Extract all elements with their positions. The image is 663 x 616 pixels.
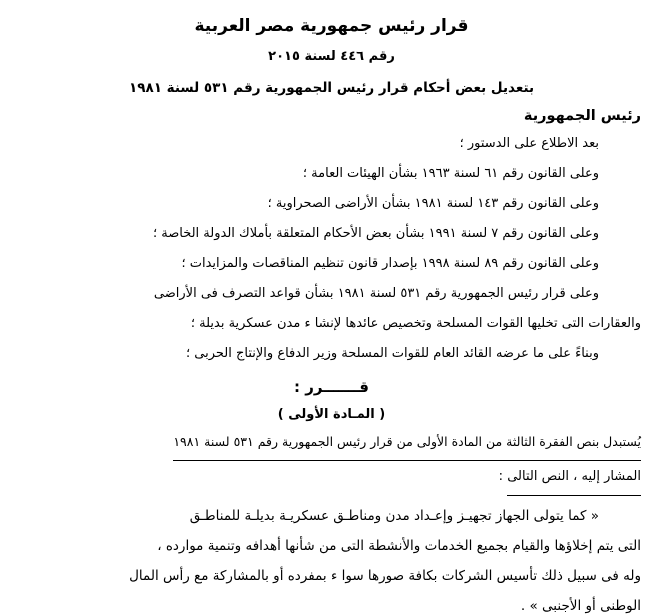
- amendment-intro-underlined-text: يُستبدل بنص الفقرة الثالثة من المادة الأولى من قرار رئيس الجمهورية رقم ٥٣١ لسنة ١٩٨١: [173, 431, 641, 461]
- quoted-amended-text-section: [22, 501, 641, 616]
- decree-number-line: رقم ٤٤٦ لسنة ٢٠١٥: [268, 49, 395, 64]
- quoted-text-line: وله فى سبيل ذلك تأسيس الشركات بكافة صورها سوا ء بمفرده أو بالمشاركة مع رأس المال: [129, 568, 641, 584]
- article-one-heading: ( المـادة الأولى ): [277, 407, 386, 422]
- preamble-line: وعلى القانون رقم ٧ لسنة ١٩٩١ بشأن بعض الأحكام المتعلقة بأملاك الدولة الخاصة ؛: [152, 226, 599, 241]
- quoted-text-line: « كما يتولى الجهاز تجهيـز وإعـداد مدن ومناطـق عسكريـة بديلـة للمناطـق: [189, 508, 599, 524]
- preamble-line: بعد الاطلاع على الدستور ؛: [459, 136, 599, 151]
- document-title: قرار رئيس جمهورية مصر العربية: [194, 16, 469, 36]
- preamble-section: [22, 129, 641, 369]
- referred-colon: :: [498, 469, 504, 484]
- referred-line: [22, 465, 641, 496]
- quoted-text-line: التى يتم إخلاؤها والقيام بجميع الخدمات والأنشطة التى من شأنها أهدافه وتنمية موارده ،: [157, 538, 641, 554]
- quoted-text-line: الوطنى أو الأجنبى » .: [520, 598, 641, 614]
- decree-subject-line: بتعديل بعض أحكام قرار رئيس الجمهورية رقم ٥٣١ لسنة ١٩٨١: [128, 80, 535, 96]
- preamble-line: وبناءً على ما عرضه القائد العام للقوات المسلحة وزير الدفاع والإنتاج الحربى ؛: [186, 346, 599, 361]
- preamble-line: وعلى القانون رقم ١٤٣ لسنة ١٩٨١ بشأن الأراضى الصحراوية ؛: [267, 196, 599, 211]
- preamble-line: وعلى القانون رقم ٦١ لسنة ١٩٦٣ بشأن الهيئات العامة ؛: [302, 166, 599, 181]
- preamble-line: والعقارات التى تخليها القوات المسلحة وتخصيص عائدها لإنشا ء مدن عسكرية بديلة ؛: [190, 316, 641, 331]
- amendment-intro-line: [22, 431, 641, 461]
- preamble-line: وعلى القانون رقم ٨٩ لسنة ١٩٩٨ بإصدار قانون تنظيم المناقصات والمزايدات ؛: [181, 256, 599, 271]
- preamble-line: وعلى قرار رئيس الجمهورية رقم ٥٣١ لسنة ١٩٨١ بشأن قواعد التصرف فى الأراضى: [153, 286, 599, 301]
- issuer-heading: رئيس الجمهورية: [523, 108, 641, 124]
- referred-underlined-text: المشار إليه ، النص التالى: [507, 465, 641, 496]
- decree-word: قـــــــرر :: [294, 378, 369, 396]
